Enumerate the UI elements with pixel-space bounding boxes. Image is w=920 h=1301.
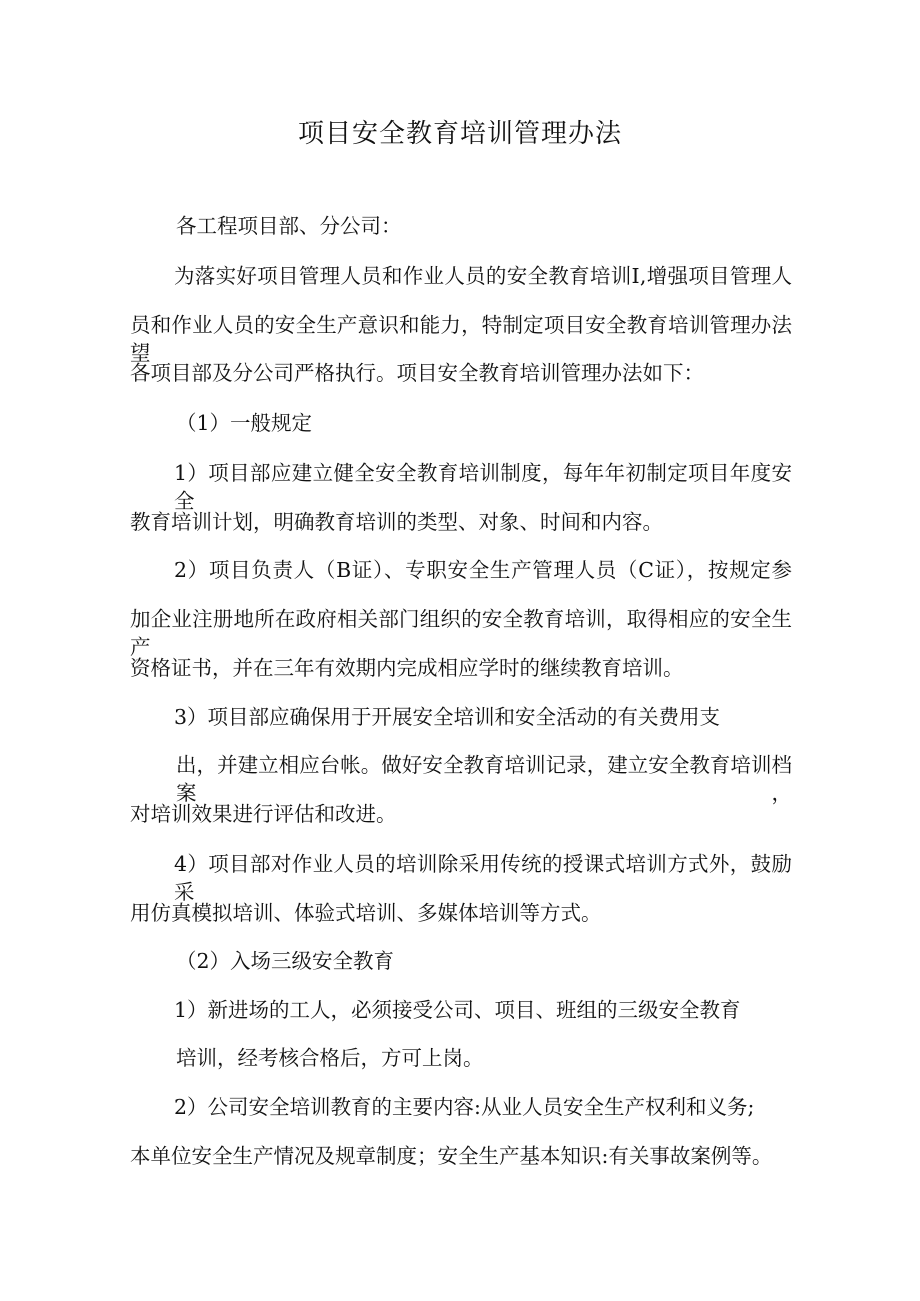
item-1-3-line-2: 出，并建立相应台帐。做好安全教育培训记录，建立安全教育培训档案， bbox=[176, 753, 792, 805]
section-heading-2: （2）入场三级安全教育 bbox=[176, 949, 395, 973]
item-2-1-line-2: 培训，经考核合格后，方可上岗。 bbox=[176, 1046, 484, 1070]
document-title: 项目安全教育培训管理办法 bbox=[297, 119, 622, 149]
item-2-1-line-1: 1）新进场的工人，必须接受公司、项目、班组的三级安全教育 bbox=[174, 998, 741, 1022]
item-1-2-line-1: 2）项目负责人（B证）、专职安全生产管理人员（C证），按规定参 bbox=[174, 558, 792, 582]
item-1-2-line-3: 资格证书，并在三年有效期内完成相应学时的继续教育培训。 bbox=[130, 656, 684, 680]
item-2-2-line-1: 2）公司安全培训教育的主要内容:从业人员安全生产权利和义务; bbox=[174, 1095, 755, 1119]
item-2-2-line-2: 本单位安全生产情况及规章制度；安全生产基本知识:有关事故案例等。 bbox=[130, 1144, 773, 1168]
salutation-line: 各工程项目部、分公司： bbox=[176, 214, 402, 238]
intro-line-2: 员和作业人员的安全生产意识和能力，特制定项目安全教育培训管理办法望 bbox=[130, 313, 792, 365]
item-1-1-line-2: 教育培训计划，明确教育培训的类型、对象、时间和内容。 bbox=[130, 510, 663, 534]
item-1-4-line-1: 4）项目部对作业人员的培训除采用传统的授课式培训方式外，鼓励采 bbox=[174, 852, 792, 904]
section-heading-1: （1）一般规定 bbox=[176, 411, 313, 435]
intro-line-1: 为落实好项目管理人员和作业人员的安全教育培训Ⅰ,增强项目管理人 bbox=[174, 264, 792, 288]
item-1-4-line-2: 用仿真模拟培训、体验式培训、多媒体培训等方式。 bbox=[130, 901, 602, 925]
item-1-2-line-2: 加企业注册地所在政府相关部门组织的安全教育培训，取得相应的安全生产 bbox=[130, 607, 792, 659]
item-1-3-line-3: 对培训效果进行评估和改进。 bbox=[130, 802, 397, 826]
intro-line-3: 各项目部及分公司严格执行。项目安全教育培训管理办法如下： bbox=[130, 361, 704, 385]
item-1-3-line-1: 3）项目部应确保用于开展安全培训和安全活动的有关费用支 bbox=[174, 705, 721, 729]
item-1-1-line-1: 1）项目部应建立健全安全教育培训制度，每年年初制定项目年度安全 bbox=[174, 461, 792, 513]
